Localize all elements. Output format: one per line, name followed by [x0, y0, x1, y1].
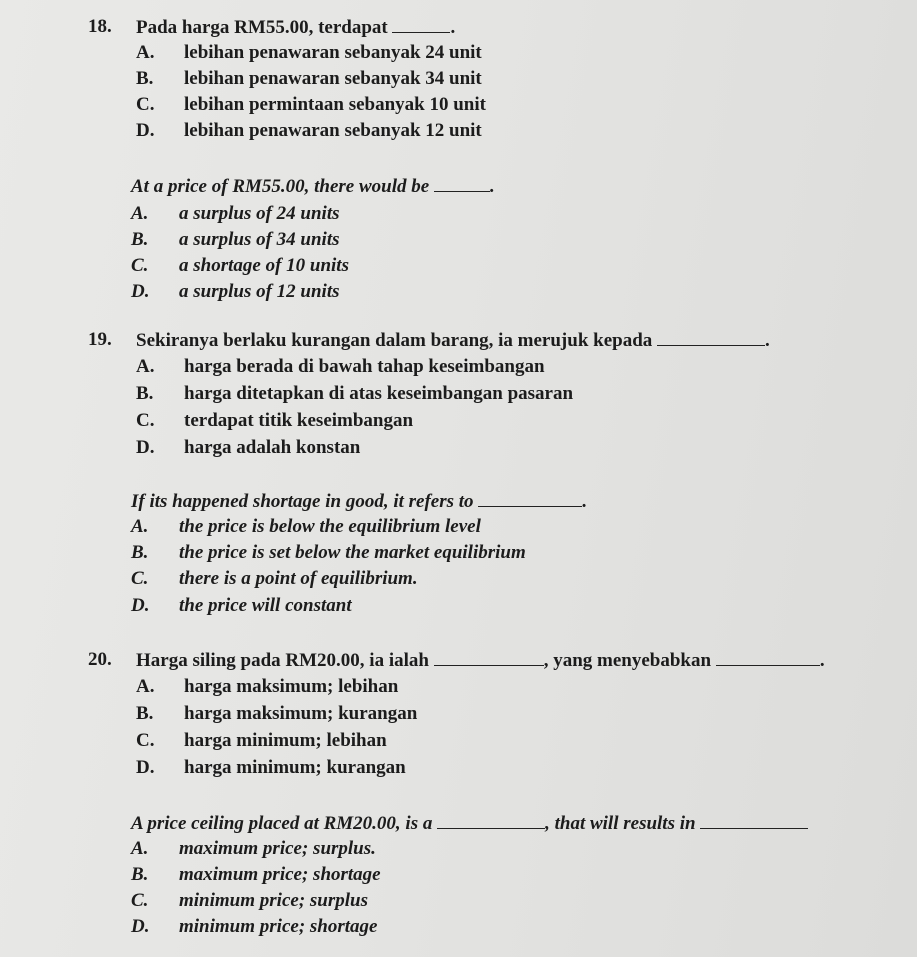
question-number: 18. — [88, 16, 112, 37]
question-stem-en: A price ceiling placed at RM20.00, is a , that will results in — [131, 812, 808, 835]
option-d-en: D. minimum price; shortage — [131, 916, 378, 937]
option-b-ms: B. harga ditetapkan di atas keseimbangan pasaran — [136, 383, 574, 404]
option-c-en: C. minimum price; surplus — [131, 890, 368, 911]
question-stem-ms: Harga siling pada RM20.00, ia ialah , yang menyebabkan . — [136, 650, 825, 671]
question-stem-en: At a price of RM55.00, there would be . — [131, 176, 495, 197]
answer-blank-2 — [700, 812, 808, 829]
option-a-en: A. the price is below the equilibrium level — [131, 516, 481, 537]
option-b-en: B. the price is set below the market equilibrium — [131, 542, 526, 563]
option-a-en: A. maximum price; surplus. — [131, 838, 376, 859]
answer-blank — [478, 490, 582, 507]
option-a-ms: A. lebihan penawaran sebanyak 24 unit — [136, 42, 482, 63]
option-c-en: C. there is a point of equilibrium. — [131, 568, 418, 589]
option-b-en: B. maximum price; shortage — [131, 864, 381, 885]
question-stem-ms: Pada harga RM55.00, terdapat . — [136, 17, 456, 38]
option-d-ms: D. harga minimum; kurangan — [136, 757, 406, 778]
answer-blank — [657, 329, 765, 346]
answer-blank — [392, 16, 450, 33]
option-d-ms: D. lebihan penawaran sebanyak 12 unit — [136, 120, 482, 141]
option-b-en: B. a surplus of 34 units — [131, 229, 340, 250]
answer-blank-2 — [716, 649, 820, 666]
question-number: 20. — [88, 649, 112, 670]
option-c-ms: C. lebihan permintaan sebanyak 10 unit — [136, 94, 486, 115]
answer-blank — [434, 175, 490, 192]
answer-blank-1 — [434, 649, 544, 666]
option-d-ms: D. harga adalah konstan — [136, 437, 361, 458]
option-a-ms: A. harga berada di bawah tahap keseimbangan — [136, 356, 545, 377]
option-c-en: C. a shortage of 10 units — [131, 255, 349, 276]
question-number: 19. — [88, 329, 112, 350]
question-stem-en: If its happened shortage in good, it refers to . — [131, 491, 588, 512]
option-b-ms: B. lebihan penawaran sebanyak 34 unit — [136, 68, 482, 89]
option-a-en: A. a surplus of 24 units — [131, 203, 340, 224]
option-c-ms: C. harga minimum; lebihan — [136, 730, 387, 751]
option-d-en: D. a surplus of 12 units — [131, 281, 340, 302]
question-stem-ms: Sekiranya berlaku kurangan dalam barang, ia merujuk kepada . — [136, 330, 770, 351]
option-b-ms: B. harga maksimum; kurangan — [136, 703, 418, 724]
option-d-en: D. the price will constant — [131, 595, 352, 616]
option-c-ms: C. terdapat titik keseimbangan — [136, 410, 414, 431]
option-a-ms: A. harga maksimum; lebihan — [136, 676, 399, 697]
answer-blank-1 — [437, 812, 545, 829]
